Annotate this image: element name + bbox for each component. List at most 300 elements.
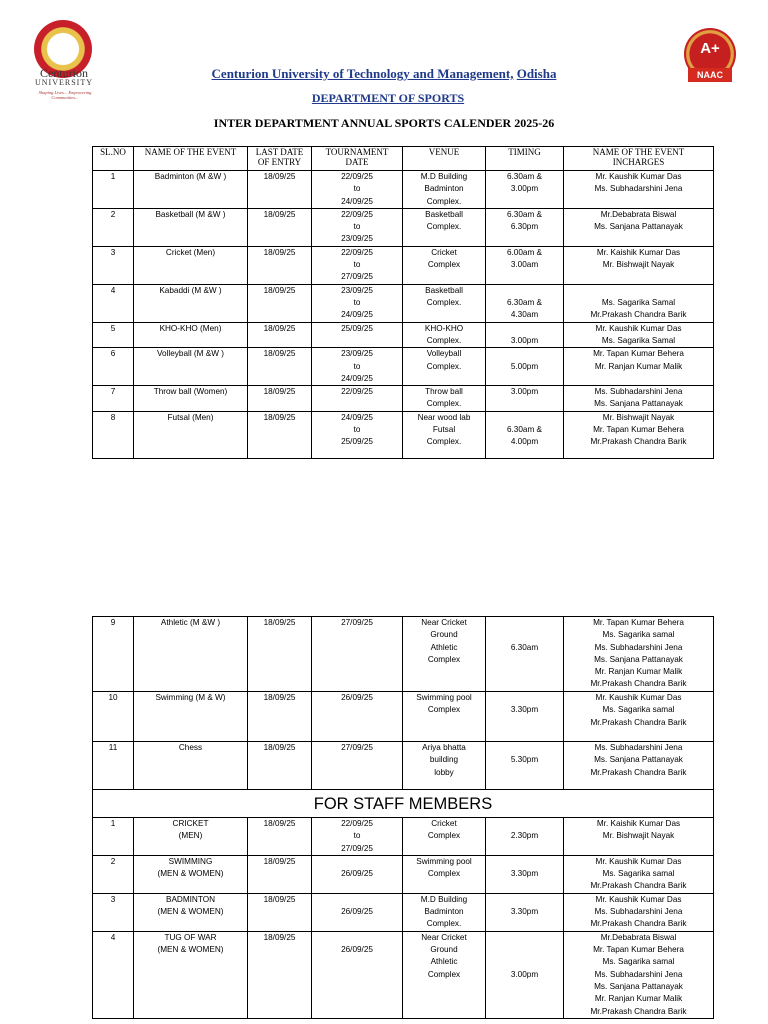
last-date-cell: 18/09/25	[248, 246, 312, 284]
incharges-cell	[564, 855, 714, 893]
timing-cell	[486, 742, 564, 790]
event-name-cell	[134, 284, 248, 322]
cell-line: Ms. Sanjana Pattanayak	[594, 755, 683, 765]
cell-line: Volleyball	[426, 349, 462, 359]
tournament-date-cell	[312, 931, 403, 1018]
tournament-date-cell	[312, 171, 403, 209]
cell-line: Ms. Sanjana Pattanayak	[594, 982, 683, 992]
university-name: Centurion University of Technology and Management,	[211, 66, 514, 81]
serial-number-cell: 1	[93, 171, 134, 209]
cell-line	[314, 894, 400, 906]
timing-cell	[486, 692, 564, 742]
cell-line: 3.00pm	[510, 184, 539, 194]
cell-line: (MEN & WOMEN)	[157, 945, 224, 955]
serial-number-cell: 6	[93, 348, 134, 386]
cell-line: 25/09/25	[341, 437, 373, 447]
last-date-cell: 18/09/25	[248, 855, 312, 893]
timing-cell	[486, 386, 564, 412]
cell-line: Badminton	[424, 184, 464, 194]
incharges-cell	[564, 742, 714, 790]
cell-line: Ms. Sanjana Pattanayak	[594, 222, 683, 232]
serial-number-cell: 2	[93, 208, 134, 246]
cell-line: 24/09/25	[341, 310, 373, 320]
cell-line: 26/09/25	[341, 869, 373, 879]
incharges-cell	[564, 322, 714, 348]
cell-line: Basketball	[425, 209, 463, 219]
cell-line: CRICKET	[172, 819, 209, 828]
cell-line	[314, 932, 400, 944]
cell-line: Swimming pool	[416, 856, 472, 866]
cell-line: 27/09/25	[341, 272, 373, 282]
venue-cell	[403, 617, 486, 692]
tournament-date-cell	[312, 617, 403, 692]
cell-line: Complex	[427, 260, 461, 270]
cell-line: Ms. Subhadarshini Jena	[594, 907, 683, 917]
cell-line: Mr. Tapan Kumar Behera	[593, 618, 684, 627]
serial-number-cell: 5	[93, 322, 134, 348]
tournament-date-cell	[312, 893, 403, 931]
event-name-cell	[134, 411, 248, 458]
cell-line: 22/09/25	[341, 387, 373, 397]
cell-line: 3.00pm	[510, 969, 539, 979]
cell-line: 6.30am &	[506, 425, 543, 435]
tournament-date-cell	[312, 742, 403, 790]
incharges-cell	[564, 411, 714, 458]
cell-line: Mr. Kaushik Kumar Das	[595, 172, 682, 181]
venue-cell	[403, 893, 486, 931]
cell-line: Athletic	[430, 957, 458, 967]
cell-line: Complex	[427, 969, 461, 979]
cell-line: Mr. Ranjan Kumar Malik	[594, 361, 683, 371]
cell-line: Mr. Kaushik Kumar Das	[595, 856, 682, 866]
table-row	[93, 411, 714, 458]
cell-line: Mr.Prakash Chandra Barik	[590, 1006, 687, 1016]
cell-line: to	[353, 222, 361, 232]
cell-line: Complex.	[426, 361, 462, 371]
table-row	[93, 171, 714, 209]
table-row	[93, 742, 714, 790]
incharges-cell	[564, 818, 714, 856]
cell-line: Mr.Prakash Chandra Barik	[590, 717, 687, 727]
cell-line: Complex.	[426, 222, 462, 232]
cell-line: 26/09/25	[341, 907, 373, 917]
serial-number-cell: 3	[93, 893, 134, 931]
venue-cell	[403, 284, 486, 322]
cell-line: Complex	[427, 654, 461, 664]
cell-line	[488, 617, 561, 629]
cell-line: SWIMMING	[168, 856, 213, 866]
cell-line: Athletic (M &W )	[160, 618, 221, 627]
cell-line: Ms. Sagarika Samal	[601, 335, 676, 345]
table-row	[93, 386, 714, 412]
cell-line: 27/09/25	[341, 618, 373, 627]
sports-calendar-table-continued	[92, 616, 714, 1019]
cell-line: Ms. Subhadarshini Jena	[594, 969, 683, 979]
cell-line: 22/09/25	[341, 172, 373, 181]
cell-line: Mr. Bishwajit Nayak	[602, 260, 675, 270]
event-name-cell	[134, 386, 248, 412]
column-header: LAST DATE OF ENTRY	[248, 147, 312, 171]
cell-line: Kabaddi (M &W )	[159, 285, 222, 295]
university-state: Odisha	[516, 66, 557, 81]
last-date-cell: 18/09/25	[248, 818, 312, 856]
cell-line: (MEN)	[178, 831, 203, 841]
cell-line: Mr.Debabrata Biswal	[600, 209, 677, 219]
cell-line: Basketball	[425, 285, 463, 295]
cell-line: 27/09/25	[341, 743, 373, 752]
last-date-cell: 18/09/25	[248, 348, 312, 386]
venue-cell	[403, 386, 486, 412]
table-row	[93, 208, 714, 246]
cell-line	[488, 629, 561, 641]
cell-line: 22/09/25	[341, 209, 373, 219]
venue-cell	[403, 931, 486, 1018]
cell-line: Complex.	[426, 399, 462, 409]
cell-line: Mr. Ranjan Kumar Malik	[594, 994, 683, 1004]
venue-cell	[403, 692, 486, 742]
cell-line: 27/09/25	[341, 843, 373, 853]
cell-line: 22/09/25	[341, 819, 373, 828]
timing-cell	[486, 322, 564, 348]
cell-line: Complex.	[426, 437, 462, 447]
cell-line: Mr.Debabrata Biswal	[600, 932, 677, 942]
cell-line: 26/09/25	[341, 693, 373, 702]
last-date-cell: 18/09/25	[248, 692, 312, 742]
incharges-cell	[564, 692, 714, 742]
cell-line: 3.00am	[510, 260, 539, 270]
cell-line: Cricket	[431, 247, 457, 257]
cell-line: Complex	[427, 869, 461, 879]
cell-line: Near wood lab	[417, 412, 471, 422]
column-header: NAME OF THE EVENT	[134, 147, 248, 171]
cell-line	[566, 285, 711, 297]
serial-number-cell: 4	[93, 284, 134, 322]
cell-line	[488, 742, 561, 754]
cell-line: 6.30am &	[506, 298, 543, 308]
timing-cell	[486, 855, 564, 893]
cell-line: Futsal (Men)	[167, 412, 214, 422]
cell-line: BADMINTON	[166, 894, 215, 904]
column-header: SL.NO	[93, 147, 134, 171]
cell-line: Complex.	[426, 335, 462, 345]
tournament-date-cell	[312, 692, 403, 742]
cell-line: Mr. Tapan Kumar Behera	[593, 349, 684, 359]
tournament-date-cell	[312, 246, 403, 284]
venue-cell	[403, 322, 486, 348]
serial-number-cell: 8	[93, 411, 134, 458]
cell-line: Throw ball (Women)	[153, 387, 228, 397]
cell-line: Mr. Tapan Kumar Behera	[593, 425, 684, 435]
incharges-cell	[564, 617, 714, 692]
cell-line: 24/09/25	[341, 373, 373, 383]
cell-line: Ms. Sagarika Samal	[601, 298, 676, 308]
table-row	[93, 322, 714, 348]
cell-line: 6.00am &	[506, 247, 543, 257]
cell-line: Ms. Sagarika samal	[602, 957, 675, 967]
cell-line: 3.00pm	[510, 335, 539, 345]
cell-line: Mr. Ranjan Kumar Malik	[594, 667, 683, 677]
cell-line: TUG OF WAR	[164, 932, 217, 942]
table-row	[93, 931, 714, 1018]
cell-line: to	[353, 831, 361, 841]
cell-line: 3.00pm	[510, 387, 539, 397]
last-date-cell: 18/09/25	[248, 386, 312, 412]
cell-line	[488, 956, 561, 968]
cell-line: 3.30pm	[510, 869, 539, 879]
cell-line: Ms. Subhadarshini Jena	[594, 642, 683, 652]
serial-number-cell: 1	[93, 818, 134, 856]
cell-line: Ms. Sanjana Pattanayak	[594, 654, 683, 664]
cell-line: 23/09/25	[341, 349, 373, 359]
cell-line: Mr.Prakash Chandra Barik	[590, 767, 687, 777]
tournament-date-cell	[312, 386, 403, 412]
cell-line: Swimming pool	[416, 693, 472, 702]
cell-line: 4.30am	[510, 310, 539, 320]
incharges-cell	[564, 386, 714, 412]
cell-line: Volleyball (M &W )	[157, 349, 224, 359]
cell-line: Mr.Prakash Chandra Barik	[590, 437, 687, 447]
venue-cell	[403, 855, 486, 893]
cell-line: (MEN & WOMEN)	[157, 869, 224, 879]
cell-line: Ms. Sagarika samal	[602, 630, 675, 640]
cell-line: Badminton (M &W )	[154, 172, 227, 181]
cell-line: Mr.Prakash Chandra Barik	[590, 310, 687, 320]
cell-line: Near Cricket	[421, 932, 467, 942]
naac-grade: A+	[700, 40, 720, 57]
timing-cell	[486, 246, 564, 284]
cell-line: 5.00pm	[510, 361, 539, 371]
cell-line: 23/09/25	[341, 285, 373, 295]
cell-line: Mr.Prakash Chandra Barik	[590, 881, 687, 891]
table-row	[93, 284, 714, 322]
cell-line: Badminton	[424, 907, 464, 917]
venue-cell	[403, 208, 486, 246]
naac-label: NAAC	[688, 68, 732, 82]
cell-line: to	[353, 425, 361, 435]
cell-line: Complex	[427, 831, 461, 841]
incharges-cell	[564, 284, 714, 322]
cell-line: Ms. Sagarika samal	[602, 869, 675, 879]
cell-line: building	[429, 755, 459, 765]
cell-line: Throw ball	[425, 387, 463, 397]
tournament-date-cell	[312, 208, 403, 246]
event-name-cell	[134, 322, 248, 348]
serial-number-cell: 11	[93, 742, 134, 790]
calendar-title: INTER DEPARTMENT ANNUAL SPORTS CALENDER 2025-26	[213, 116, 555, 130]
cell-line	[488, 856, 561, 868]
cell-line	[314, 856, 400, 868]
cell-line: Mr. Tapan Kumar Behera	[593, 945, 684, 955]
table-row	[93, 617, 714, 692]
last-date-cell: 18/09/25	[248, 742, 312, 790]
staff-heading: FOR STAFF MEMBERS	[93, 790, 714, 818]
event-name-cell	[134, 818, 248, 856]
tournament-date-cell	[312, 411, 403, 458]
cell-line: 23/09/25	[341, 234, 373, 244]
cell-line: (MEN & WOMEN)	[157, 907, 224, 917]
event-name-cell	[134, 617, 248, 692]
cell-line: Complex.	[426, 919, 462, 929]
table-row	[93, 818, 714, 856]
event-name-cell	[134, 246, 248, 284]
last-date-cell: 18/09/25	[248, 171, 312, 209]
cell-line: 4.00pm	[510, 437, 539, 447]
cell-line	[488, 944, 561, 956]
cell-line: 26/09/25	[341, 945, 373, 955]
incharges-cell	[564, 893, 714, 931]
cell-line: 3.30pm	[510, 705, 539, 715]
tournament-date-cell	[312, 818, 403, 856]
cell-line: 22/09/25	[341, 247, 373, 257]
venue-cell	[403, 818, 486, 856]
cell-line: to	[353, 184, 361, 194]
cell-line: 6.30am	[510, 642, 539, 652]
serial-number-cell: 7	[93, 386, 134, 412]
tournament-date-cell	[312, 284, 403, 322]
last-date-cell: 18/09/25	[248, 893, 312, 931]
cell-line: Ms. Subhadarshini Jena	[594, 743, 683, 752]
cell-line: Mr. Bishwajit Nayak	[602, 412, 675, 422]
venue-cell	[403, 742, 486, 790]
cell-line: Ariya bhatta	[422, 743, 466, 752]
column-header: TOURNAMENT DATE	[312, 147, 403, 171]
last-date-cell: 18/09/25	[248, 284, 312, 322]
cell-line: M.D Building	[420, 172, 468, 181]
cell-line: to	[353, 260, 361, 270]
department-title: DEPARTMENT OF SPORTS	[311, 91, 465, 105]
tournament-date-cell	[312, 855, 403, 893]
table-header-row	[93, 147, 714, 171]
logo-name: Centurion	[40, 66, 88, 80]
cell-line: Mr.Prakash Chandra Barik	[590, 679, 687, 689]
cell-line: 6.30am &	[506, 209, 543, 219]
serial-number-cell: 2	[93, 855, 134, 893]
cell-line: 6.30pm	[510, 222, 539, 232]
timing-cell	[486, 617, 564, 692]
cell-line: Complex	[427, 705, 461, 715]
cell-line	[488, 894, 561, 906]
cell-line: Ground	[430, 630, 458, 640]
cell-line	[488, 323, 561, 335]
serial-number-cell: 9	[93, 617, 134, 692]
event-name-cell	[134, 855, 248, 893]
timing-cell	[486, 818, 564, 856]
last-date-cell: 18/09/25	[248, 322, 312, 348]
venue-cell	[403, 411, 486, 458]
column-header: VENUE	[403, 147, 486, 171]
cell-line: 25/09/25	[341, 323, 373, 333]
cell-line: Ms. Subhadarshini Jena	[594, 184, 683, 194]
timing-cell	[486, 893, 564, 931]
last-date-cell: 18/09/25	[248, 617, 312, 692]
serial-number-cell: 3	[93, 246, 134, 284]
cell-line	[488, 692, 561, 704]
cell-line: Basketball (M &W )	[155, 209, 226, 219]
cell-line: Mr. Kaushik Kumar Das	[595, 323, 682, 333]
timing-cell	[486, 284, 564, 322]
cell-line: Mr. Kaushik Kumar Das	[595, 894, 682, 904]
serial-number-cell: 10	[93, 692, 134, 742]
event-name-cell	[134, 893, 248, 931]
cell-line: Mr. Kaishik Kumar Das	[596, 819, 681, 828]
cell-line: KHO-KHO (Men)	[159, 323, 222, 333]
cell-line: Ms. Subhadarshini Jena	[594, 387, 683, 397]
event-name-cell	[134, 208, 248, 246]
cell-line: Complex.	[426, 298, 462, 308]
last-date-cell: 18/09/25	[248, 931, 312, 1018]
cell-line: Futsal	[432, 425, 456, 435]
incharges-cell	[564, 348, 714, 386]
cell-line: Mr.Prakash Chandra Barik	[590, 919, 687, 929]
table-row	[93, 855, 714, 893]
cell-line: Ground	[430, 945, 458, 955]
serial-number-cell: 4	[93, 931, 134, 1018]
logo-tagline: Shaping Lives... Empowering Communities...	[38, 90, 92, 100]
cell-line: KHO-KHO	[424, 323, 464, 333]
cell-line	[488, 932, 561, 944]
event-name-cell	[134, 348, 248, 386]
cell-line	[488, 285, 561, 297]
cell-line: Complex.	[426, 196, 462, 206]
cell-line: to	[353, 298, 361, 308]
cell-line	[488, 412, 561, 424]
cell-line: Cricket	[431, 819, 457, 828]
last-date-cell: 18/09/25	[248, 208, 312, 246]
incharges-cell	[564, 208, 714, 246]
cell-line: lobby	[434, 767, 454, 777]
cell-line: Near Cricket	[421, 618, 467, 627]
tournament-date-cell	[312, 348, 403, 386]
incharges-cell	[564, 246, 714, 284]
cell-line	[488, 818, 561, 830]
incharges-cell	[564, 931, 714, 1018]
timing-cell	[486, 171, 564, 209]
timing-cell	[486, 931, 564, 1018]
event-name-cell	[134, 931, 248, 1018]
timing-cell	[486, 411, 564, 458]
cell-line: M.D Building	[420, 894, 468, 904]
cell-line: 24/09/25	[341, 412, 373, 422]
cell-line: Ms. Sanjana Pattanayak	[594, 399, 683, 409]
cell-line: Mr. Kaishik Kumar Das	[596, 247, 681, 257]
cell-line: Swimming (M & W)	[155, 693, 226, 702]
column-header: TIMING	[486, 147, 564, 171]
cell-line: 6.30am &	[506, 172, 543, 181]
cell-line	[488, 348, 561, 360]
column-header: NAME OF THE EVENT INCHARGES	[564, 147, 714, 171]
cell-line: 5.30pm	[510, 755, 539, 765]
cell-line: Chess	[178, 743, 203, 752]
table-row	[93, 692, 714, 742]
event-name-cell	[134, 742, 248, 790]
university-title	[0, 66, 768, 82]
timing-cell	[486, 348, 564, 386]
sports-calendar-table	[92, 146, 714, 459]
table-row	[93, 893, 714, 931]
cell-line: Mr. Bishwajit Nayak	[602, 831, 675, 841]
cell-line: Athletic	[430, 642, 458, 652]
table-row	[93, 348, 714, 386]
last-date-cell: 18/09/25	[248, 411, 312, 458]
cell-line: 2.30pm	[510, 831, 539, 841]
event-name-cell	[134, 171, 248, 209]
tournament-date-cell	[312, 322, 403, 348]
cell-line: 24/09/25	[341, 196, 373, 206]
timing-cell	[486, 208, 564, 246]
cell-line: Mr. Kaushik Kumar Das	[595, 693, 682, 702]
cell-line: Cricket (Men)	[165, 247, 216, 257]
cell-line: to	[353, 361, 361, 371]
